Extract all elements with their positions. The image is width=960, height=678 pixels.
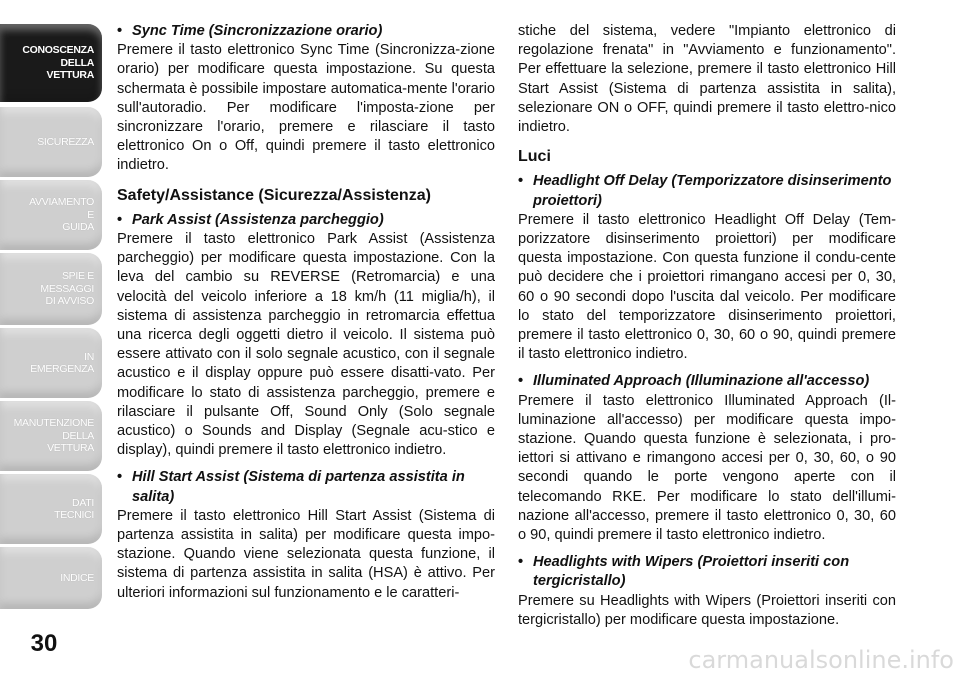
- tab-conoscenza-della-vettura[interactable]: CONOSCENZA DELLA VETTURA: [0, 24, 102, 102]
- watermark: carmanualsonline.info: [688, 646, 954, 674]
- hill-start-title: • Hill Start Assist (Sistema di partenza assistita in salita): [117, 468, 495, 506]
- park-assist-title: • Park Assist (Assistenza parcheggio): [117, 211, 495, 230]
- right-column: [518, 22, 896, 630]
- sync-time-title: • Sync Time (Sincronizzazione orario): [117, 22, 495, 41]
- headlight-delay-title: • Headlight Off Delay (Temporizzatore disinserimento proiettori): [518, 172, 896, 210]
- tab-in-emergenza[interactable]: IN EMERGENZA: [0, 328, 102, 398]
- left-column: [117, 22, 495, 603]
- illuminated-approach-title: • Illuminated Approach (Illuminazione all'accesso): [518, 372, 896, 391]
- illuminated-approach-text: Premere il tasto elettronico Illuminated Approach (Il-luminazione all'accesso) per modificare questa impo-stazione. Quando questa funzione è selezionata, i pro-iettori si attivano e rimangono accesi per 0, 30, 60, o 90 secondi quando le porte vengono aperte con il telecomando RKE. Per modificare lo stato dell'illumi-nazione all'accesso, premere il tasto elettronico 0, 30, 60 o 90, quindi premere il tasto elettronico indietro.: [518, 392, 896, 544]
- hill-start-continued: stiche del sistema, vedere "Impianto elettronico di regolazione frenata" in "Avviamento e funzionamento". Per effettuare la selezione, premere il tasto elettronico Hill Start Assist (Sistema di partenza assistita in salita), selezionare ON o OFF, quindi premere il tasto elettro-nico indietro.: [518, 23, 896, 136]
- section-sidebar: [0, 0, 104, 678]
- headlights-wipers-text: Premere su Headlights with Wipers (Proiettori inseriti con tergicristallo) per modificare questa impostazione.: [518, 592, 896, 628]
- luci-heading: Luci: [518, 148, 551, 166]
- safety-heading: Safety/Assistance (Sicurezza/Assistenza): [117, 186, 431, 204]
- tab-spie-e-messaggi[interactable]: SPIE E MESSAGGI DI AVVISO: [0, 253, 102, 325]
- sync-time-text: Premere il tasto elettronico Sync Time (Sincronizza-zione orario) per modificare questa impostazione. Su questa schermata è possibile impostare automatica-mente l'orario sull'autoradio. Per modificare l'imposta-zione per sincronizzare l'orario, premere e rilasciare il tasto elettronico On o Off, quindi premere il tasto elettronico indietro.: [117, 42, 495, 174]
- headlights-wipers-title: • Headlights with Wipers (Proiettori inseriti con tergicristallo): [518, 553, 896, 591]
- tab-dati-tecnici[interactable]: DATI TECNICI: [0, 474, 102, 544]
- page-number: 30: [30, 630, 58, 657]
- headlight-delay-text: Premere il tasto elettronico Headlight Off Delay (Tem-porizzatore disinserimento proiettori) per modificare questa impostazione. Con questa funzione il condu-cente può decidere che i proiettori rimangano accesi per 0, 30, 60 o 90 secondi dopo l'uscita dal veicolo. Per modificare lo stato del temporizzatore disinserimento proiettori, premere il tasto elettronico 0, 30, 60 o 90, quindi premere il tasto elettronico indietro.: [518, 211, 896, 363]
- hill-start-text: Premere il tasto elettronico Hill Start Assist (Sistema di partenza assistita in salita) per modificare questa impo-stazione. Quando viene selezionata questa funzione, il sistema di partenza assistita in salita (HSA) è attivo. Per ulteriori informazioni sul funzionamento e le caratteri-: [117, 507, 495, 601]
- tab-avviamento-e-guida[interactable]: AVVIAMENTO E GUIDA: [0, 180, 102, 250]
- tab-indice[interactable]: INDICE: [0, 547, 102, 609]
- tab-sicurezza[interactable]: SICUREZZA: [0, 107, 102, 177]
- park-assist-text: Premere il tasto elettronico Park Assist (Assistenza parcheggio) per modificare questa impostazione. Con la leva del cambio su REVERSE (Retromarcia) e una velocità del veicolo inferiore a 18 km/h (11 miglia/h), il sistema di assistenza parcheggio in retromarcia effettua una ricerca degli oggetti dietro il veicolo. Il sistema può essere attivato con il solo segnale acustico, con il segnale acustico e il display oppure può essere disatti-vato. Per modificare lo stato di assistenza parcheggio, premere e rilasciare il pulsante Off, Sound Only (Solo segnale acustico) o Sounds and Display (Segnale acu-stico e display), quindi premere il tasto elettronico indietro.: [117, 231, 495, 459]
- tab-manutenzione[interactable]: MANUTENZIONE DELLA VETTURA: [0, 401, 102, 471]
